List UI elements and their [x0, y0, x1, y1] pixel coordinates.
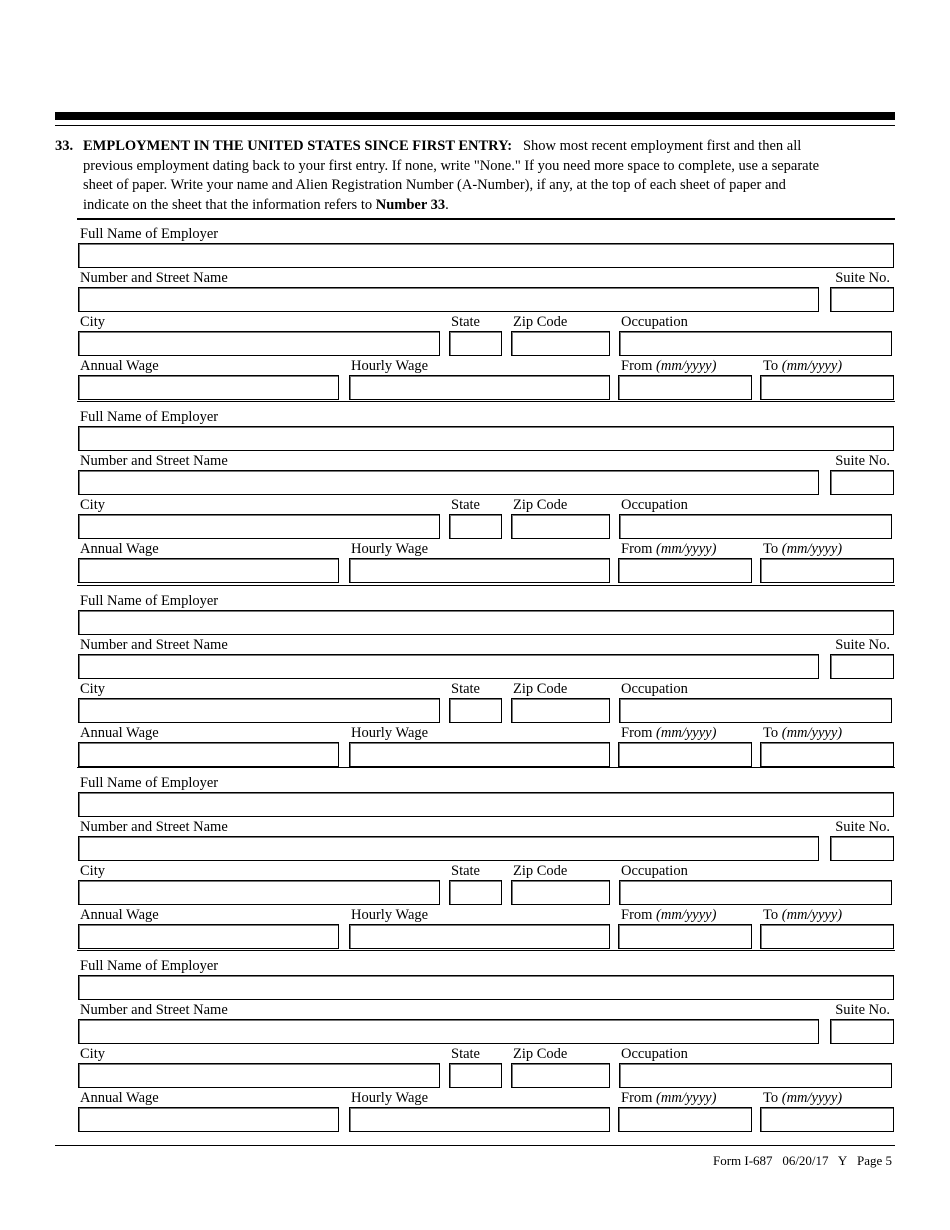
to-label-text: To: [763, 541, 779, 557]
employer-section-divider: [77, 950, 895, 951]
instruction-line-2: previous employment dating back to your first entry. If none, write "None." If you need more space to complete, use a separate: [83, 157, 820, 174]
to-date-format: (mm/yyyy): [781, 541, 843, 557]
question-number: 33.: [55, 138, 74, 154]
instruction-line-3: sheet of paper. Write your name and Alien Registration Number (A-Number), if any, at the top of each sheet of paper and: [83, 177, 786, 193]
street-field[interactable]: [78, 287, 819, 312]
occupation-label: Occupation: [621, 1046, 688, 1062]
city-field[interactable]: [78, 1063, 440, 1088]
instruction-line-4: indicate on the sheet that the information refers to: [83, 196, 376, 213]
instruction-line-1: Show most recent employment first and then all: [522, 138, 802, 154]
employer-section-divider: [77, 585, 895, 586]
occupation-field[interactable]: [619, 514, 892, 539]
employer-section-divider: [77, 218, 895, 220]
from-label-text: From: [621, 907, 653, 923]
form-code: Y: [837, 1153, 848, 1168]
hourly-wage-field[interactable]: [349, 1107, 610, 1132]
hourly-wage-field[interactable]: [349, 924, 610, 949]
annual-wage-label: Annual Wage: [80, 358, 159, 374]
occupation-field[interactable]: [619, 1063, 892, 1088]
employer-section-divider: [77, 767, 895, 768]
street-label: Number and Street Name: [80, 270, 228, 286]
to-date-label: [763, 358, 842, 374]
zip-field[interactable]: [511, 880, 610, 905]
to-date-format: (mm/yyyy): [781, 725, 843, 741]
annual-wage-field[interactable]: [78, 742, 339, 767]
to-date-label: [763, 1090, 842, 1106]
employer-name-label: Full Name of Employer: [80, 958, 219, 974]
from-date-format: (mm/yyyy): [656, 541, 717, 557]
employer-name-label: Full Name of Employer: [80, 226, 219, 242]
from-label-text: From: [621, 358, 653, 374]
city-field[interactable]: [78, 331, 440, 356]
state-field[interactable]: [449, 880, 502, 905]
street-label: Number and Street Name: [80, 637, 228, 653]
form-id: Form I-687: [712, 1153, 773, 1168]
state-label: State: [451, 863, 480, 879]
top-thick-rule: [55, 112, 895, 120]
state-field[interactable]: [449, 331, 502, 356]
question-33-instructions: [55, 137, 895, 215]
state-field[interactable]: [449, 1063, 502, 1088]
to-date-field[interactable]: [760, 924, 894, 949]
suite-field[interactable]: [830, 1019, 894, 1044]
suite-label: Suite No.: [835, 819, 890, 835]
city-field[interactable]: [78, 698, 440, 723]
to-date-format: (mm/yyyy): [781, 907, 843, 923]
city-label: City: [80, 681, 105, 697]
street-field[interactable]: [78, 1019, 819, 1044]
page-number: Page 5: [856, 1153, 892, 1168]
suite-label: Suite No.: [835, 637, 890, 653]
hourly-wage-label: Hourly Wage: [351, 907, 429, 923]
occupation-label: Occupation: [621, 863, 688, 879]
to-date-field[interactable]: [760, 742, 894, 767]
occupation-label: Occupation: [621, 314, 688, 330]
state-label: State: [451, 497, 480, 513]
hourly-wage-label: Hourly Wage: [351, 725, 429, 741]
employer-name-label: Full Name of Employer: [80, 593, 219, 609]
city-label: City: [80, 863, 105, 879]
street-field[interactable]: [78, 836, 819, 861]
from-date-field[interactable]: [618, 375, 752, 400]
zip-field[interactable]: [511, 514, 610, 539]
from-date-format: (mm/yyyy): [656, 725, 717, 741]
top-thin-rule: [55, 125, 895, 126]
employer-section-divider: [77, 401, 895, 402]
to-date-label: [763, 541, 842, 557]
from-date-format: (mm/yyyy): [656, 358, 717, 374]
from-date-label: [621, 725, 716, 741]
from-date-field[interactable]: [618, 924, 752, 949]
annual-wage-label: Annual Wage: [80, 1090, 159, 1106]
from-date-label: [621, 541, 716, 557]
zip-field[interactable]: [511, 698, 610, 723]
street-field[interactable]: [78, 654, 819, 679]
occupation-label: Occupation: [621, 497, 688, 513]
form-edition: 06/20/17: [782, 1153, 829, 1168]
hourly-wage-field[interactable]: [349, 375, 610, 400]
instruction-number-ref: Number 33: [375, 196, 446, 213]
city-field[interactable]: [78, 514, 440, 539]
suite-field[interactable]: [830, 654, 894, 679]
employer-name-label: Full Name of Employer: [80, 775, 219, 791]
street-field[interactable]: [78, 470, 819, 495]
from-date-field[interactable]: [618, 1107, 752, 1132]
state-label: State: [451, 681, 480, 697]
zip-label: Zip Code: [513, 681, 568, 697]
page-footer: [713, 1153, 892, 1169]
suite-label: Suite No.: [835, 270, 890, 286]
zip-field[interactable]: [511, 1063, 610, 1088]
annual-wage-field[interactable]: [78, 924, 339, 949]
to-date-field[interactable]: [760, 1107, 894, 1132]
from-date-format: (mm/yyyy): [656, 907, 717, 923]
from-date-field[interactable]: [618, 558, 752, 583]
from-label-text: From: [621, 1090, 653, 1106]
zip-field[interactable]: [511, 331, 610, 356]
suite-label: Suite No.: [835, 1002, 890, 1018]
street-label: Number and Street Name: [80, 819, 228, 835]
state-label: State: [451, 1046, 480, 1062]
employer-name-field[interactable]: [78, 426, 894, 451]
to-date-field[interactable]: [760, 558, 894, 583]
to-date-format: (mm/yyyy): [781, 358, 843, 374]
city-label: City: [80, 497, 105, 513]
employer-name-label: Full Name of Employer: [80, 409, 219, 425]
question-heading: EMPLOYMENT IN THE UNITED STATES SINCE FIRST ENTRY:: [83, 138, 513, 154]
from-date-label: [621, 358, 716, 374]
to-date-format: (mm/yyyy): [781, 1090, 843, 1106]
to-label-text: To: [763, 358, 779, 374]
hourly-wage-field[interactable]: [349, 558, 610, 583]
to-date-field[interactable]: [760, 375, 894, 400]
employer-name-field[interactable]: [78, 243, 894, 268]
hourly-wage-field[interactable]: [349, 742, 610, 767]
suite-field[interactable]: [830, 836, 894, 861]
annual-wage-label: Annual Wage: [80, 541, 159, 557]
to-label-text: To: [763, 725, 779, 741]
suite-field[interactable]: [830, 287, 894, 312]
occupation-field[interactable]: [619, 880, 892, 905]
zip-label: Zip Code: [513, 497, 568, 513]
state-field[interactable]: [449, 698, 502, 723]
footer-rule: [55, 1145, 895, 1146]
hourly-wage-label: Hourly Wage: [351, 358, 429, 374]
zip-label: Zip Code: [513, 1046, 568, 1062]
to-label-text: To: [763, 1090, 779, 1106]
occupation-field[interactable]: [619, 698, 892, 723]
hourly-wage-label: Hourly Wage: [351, 1090, 429, 1106]
hourly-wage-label: Hourly Wage: [351, 541, 429, 557]
from-date-label: [621, 1090, 716, 1106]
state-field[interactable]: [449, 514, 502, 539]
from-label-text: From: [621, 541, 653, 557]
employer-name-field[interactable]: [78, 610, 894, 635]
annual-wage-field[interactable]: [78, 375, 339, 400]
suite-label: Suite No.: [835, 453, 890, 469]
city-field[interactable]: [78, 880, 440, 905]
instruction-line-4-end: .: [445, 196, 449, 213]
suite-field[interactable]: [830, 470, 894, 495]
city-label: City: [80, 1046, 105, 1062]
street-label: Number and Street Name: [80, 1002, 228, 1018]
occupation-field[interactable]: [619, 331, 892, 356]
zip-label: Zip Code: [513, 314, 568, 330]
from-date-field[interactable]: [618, 742, 752, 767]
to-label-text: To: [763, 907, 779, 923]
state-label: State: [451, 314, 480, 330]
from-date-label: [621, 907, 716, 923]
street-label: Number and Street Name: [80, 453, 228, 469]
annual-wage-field[interactable]: [78, 558, 339, 583]
from-date-format: (mm/yyyy): [656, 1090, 717, 1106]
to-date-label: [763, 725, 842, 741]
annual-wage-label: Annual Wage: [80, 907, 159, 923]
occupation-label: Occupation: [621, 681, 688, 697]
from-label-text: From: [621, 725, 653, 741]
annual-wage-label: Annual Wage: [80, 725, 159, 741]
to-date-label: [763, 907, 842, 923]
employer-name-field[interactable]: [78, 975, 894, 1000]
city-label: City: [80, 314, 105, 330]
employer-name-field[interactable]: [78, 792, 894, 817]
annual-wage-field[interactable]: [78, 1107, 339, 1132]
zip-label: Zip Code: [513, 863, 568, 879]
